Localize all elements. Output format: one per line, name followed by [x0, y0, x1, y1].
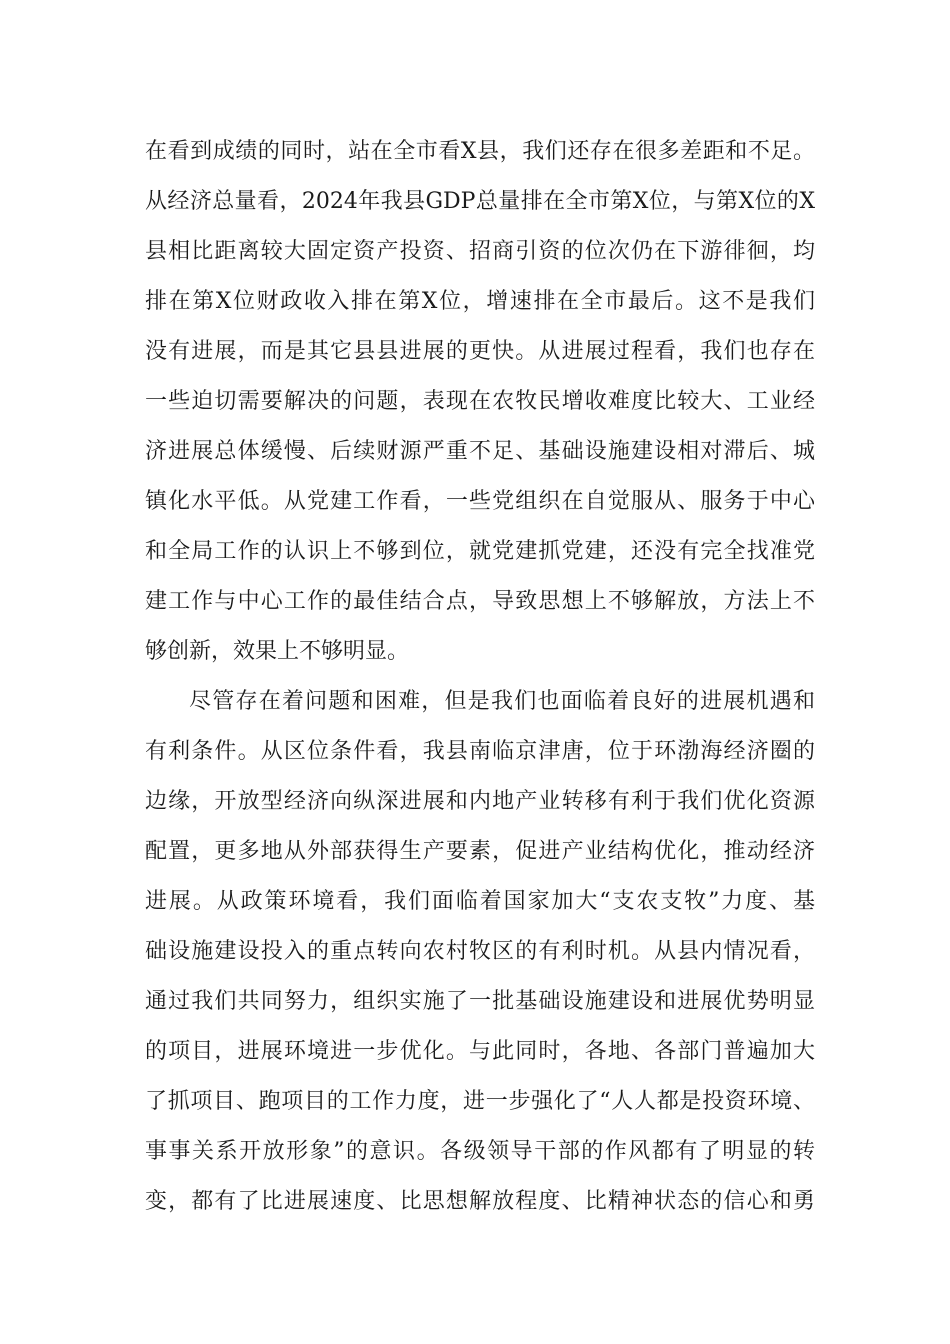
paragraph-line: 建工作与中心工作的最佳结合点，导致思想上不够解放，方法上不 — [145, 589, 815, 614]
paragraph-line: 的项目，进展环境进一步优化。与此同时，各地、各部门普遍加大 — [145, 1039, 815, 1064]
paragraph-line: 一些迫切需要解决的问题，表现在农牧民增收难度比较大、工业经 — [145, 389, 815, 414]
paragraph-line: 和全局工作的认识上不够到位，就党建抓党建，还没有完全找准党 — [145, 539, 815, 564]
paragraph-line: 济进展总体缓慢、后续财源严重不足、基础设施建设相对滞后、城 — [145, 439, 815, 464]
paragraph-line: 排在第X位财政收入排在第X位，增速排在全市最后。这不是我们 — [145, 289, 815, 314]
paragraph-line: 尽管存在着问题和困难，但是我们也面临着良好的进展机遇和 — [189, 689, 815, 714]
paragraph-line: 镇化水平低。从党建工作看，一些党组织在自觉服从、服务于中心 — [145, 489, 815, 514]
paragraph-line: 变，都有了比进展速度、比思想解放程度、比精神状态的信心和勇 — [145, 1189, 815, 1214]
paragraph-line: 础设施建设投入的重点转向农村牧区的有利时机。从县内情况看， — [145, 939, 815, 964]
paragraph-line: 在看到成绩的同时，站在全市看X县，我们还存在很多差距和不足。 — [145, 139, 815, 164]
paragraph-line: 没有进展，而是其它县县进展的更快。从进展过程看，我们也存在 — [145, 339, 815, 364]
paragraph-gaps-and-shortcomings — [145, 127, 815, 677]
paragraph-opportunities-and-conditions — [145, 677, 815, 1227]
paragraph-line: 进展。从政策环境看，我们面临着国家加大“支农支牧”力度、基 — [145, 889, 815, 914]
paragraph-line: 事事关系开放形象”的意识。各级领导干部的作风都有了明显的转 — [145, 1139, 815, 1164]
paragraph-line: 配置，更多地从外部获得生产要素，促进产业结构优化，推动经济 — [145, 839, 815, 864]
document-body — [145, 127, 815, 1227]
paragraph-line: 够创新，效果上不够明显。 — [145, 639, 410, 664]
paragraph-line: 从经济总量看，2024年我县GDP总量排在全市第X位，与第X位的X — [145, 189, 815, 214]
paragraph-line: 通过我们共同努力，组织实施了一批基础设施建设和进展优势明显 — [145, 989, 815, 1014]
paragraph-line: 了抓项目、跑项目的工作力度，进一步强化了“人人都是投资环境、 — [145, 1089, 815, 1114]
paragraph-line: 边缘，开放型经济向纵深进展和内地产业转移有利于我们优化资源 — [145, 789, 815, 814]
paragraph-line: 有利条件。从区位条件看，我县南临京津唐，位于环渤海经济圈的 — [145, 739, 815, 764]
paragraph-line: 县相比距离较大固定资产投资、招商引资的位次仍在下游徘徊，均 — [145, 239, 815, 264]
